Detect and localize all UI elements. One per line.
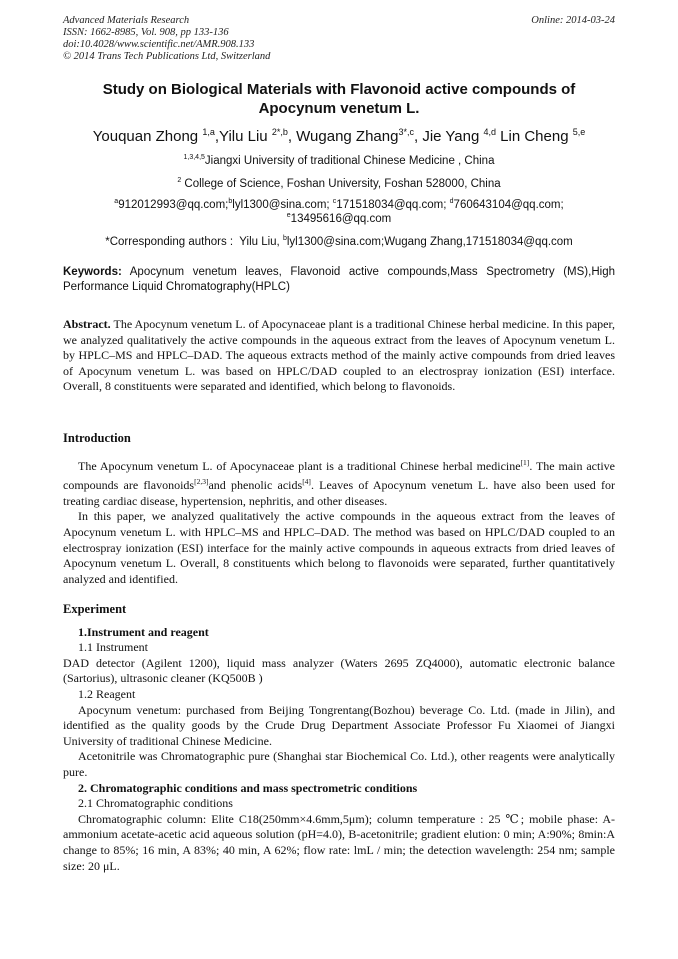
citation: [4] — [302, 477, 311, 487]
doi-line: doi:10.4028/www.scientific.net/AMR.908.133 — [63, 39, 255, 50]
citation: [2,3] — [194, 477, 209, 487]
paragraph — [63, 455, 615, 510]
email-mark: b — [282, 235, 287, 242]
keywords-label: Keywords: — [63, 266, 122, 278]
section-heading: Introduction — [63, 431, 131, 445]
affiliation-1 — [63, 151, 615, 168]
author-affil-mark: 4,d — [483, 127, 496, 137]
online-date: Online: 2014-03-24 — [531, 15, 615, 26]
paragraph: Acetonitrile was Chromatographic pure (Shanghai star Biochemical Co. Ltd.), other reagents were analytically pure. — [63, 749, 615, 779]
author-affil-mark: 1,a — [202, 127, 215, 137]
email-mark: d — [449, 198, 454, 205]
keywords — [63, 265, 615, 295]
abstract — [63, 317, 615, 395]
text: The Apocynum venetum L. of Apocynaceae plant is a traditional Chinese herbal medicine — [78, 458, 521, 473]
author-affil-mark: 2*,b — [271, 127, 288, 137]
paper-title — [63, 80, 615, 118]
affiliation-2 — [63, 174, 615, 191]
author-affil-mark: 3*,c — [398, 127, 414, 137]
affil-mark: 1,3,4,5 — [183, 154, 205, 161]
paragraph: Apocynum venetum: purchased from Beijing Tongrentang(Bozhou) beverage Co. Ltd. (made in Jilin), and identified as the quality goods by the Crude Drug Department Associate Professor Fu Xiaomei of Jiangxi University of traditional Chinese Medicine. — [63, 702, 615, 748]
title-line-2: Apocynum venetum L. — [258, 100, 420, 117]
email: 912012993@qq.com; — [118, 198, 229, 211]
text: . The main active compounds are flavonoids — [63, 458, 615, 493]
corresponding-authors — [63, 232, 615, 249]
author-list — [40, 122, 638, 147]
journal-name: Advanced Materials Research — [63, 15, 190, 26]
subsubsection-heading: 1.2 Reagent — [78, 686, 136, 701]
corr-text: *Corresponding authors : Yilu Liu, — [105, 235, 283, 248]
paragraph: Chromatographic column: Elite C18(250mm×4.6mm,5μm); column temperature : 25 ℃; mobile phase: A-ammonium acetate-acetic acid aqueous solution (pH=4.0), B-acetonitrile; gradient elution: 0 min; A:90%; 8min:A change to 85%; 16 min, A 83%; 40 min, A 62%; flow rate: lmL / min; the detection wavelength: 254 nm; sample size: 20 μL. — [63, 811, 615, 873]
abstract-label: Abstract. — [63, 317, 111, 331]
introduction-section — [63, 431, 615, 587]
author-name: , Wugang Zhang — [287, 128, 399, 145]
subsubsection-heading: 1.1 Instrument — [78, 640, 148, 655]
affil-mark: 2 — [177, 177, 182, 184]
email-line-2 — [63, 209, 615, 226]
email: 760643104@qq.com; — [453, 198, 564, 211]
paragraph: In this paper, we analyzed qualitatively the active compounds in the aqueous extract from the leaves of Apocynum venetum L. with HPLC–MS and HPLC–DAD. The method was based on HPLC/DAD coupled to an electrospray ionization (ESI) interface for the mainly active compounds in aqueous extracts from dried leaves of Apocynum venetum L. Overall, 8 constituents which belong to flavonoids were separated, further quantitatively analyzed and identified. — [63, 509, 615, 586]
author-name: Youquan Zhong — [92, 128, 203, 145]
author-name: , Jie Yang — [413, 128, 484, 145]
email: 13495616@qq.com — [290, 212, 392, 225]
title-line-1: Study on Biological Materials with Flavonoid active compounds of — [102, 81, 576, 98]
keywords-text: Apocynum venetum leaves, Flavonoid active compounds,Mass Spectrometry (MS),High Performance Liquid Chromatography(HPLC) — [63, 266, 615, 293]
email-mark: e — [286, 212, 291, 219]
running-header — [63, 15, 615, 63]
section-heading: Experiment — [63, 602, 127, 616]
subsection-heading: 1.Instrument and reagent — [78, 624, 209, 639]
email-mark: c — [332, 198, 337, 205]
experiment-section — [63, 602, 615, 874]
citation: [1] — [520, 457, 530, 467]
text: and phenolic acids — [208, 478, 303, 493]
affil-text: College of Science, Foshan University, Foshan 528000, China — [181, 177, 501, 190]
subsection-heading: 2. Chromatographic conditions and mass spectrometric conditions — [78, 780, 418, 795]
email: 171518034@qq.com; — [336, 198, 450, 211]
author-name: Lin Cheng — [496, 128, 573, 145]
author-affil-mark: 5,e — [572, 127, 586, 137]
corr-text: lyl1300@sina.com;Wugang Zhang,171518034@qq.com — [286, 235, 573, 248]
email: lyl1300@sina.com; — [232, 198, 333, 211]
email-mark: b — [228, 198, 233, 205]
subsubsection-heading: 2.1 Chromatographic conditions — [78, 796, 233, 811]
paragraph: DAD detector (Agilent 1200), liquid mass analyzer (Waters 2695 ZQ4000), automatic electronic balance (Sartorius), ultrasonic cleaner (KQ500B ) — [63, 655, 615, 686]
abstract-text: The Apocynum venetum L. of Apocynaceae plant is a traditional Chinese herbal medicine. In this paper, we analyzed qualitatively the active compounds in the aqueous extract from the leaves of Apocynum venetum L. by HPLC–MS and HPLC–DAD. The aqueous extracts method of the mainly active compounds from dried leaves of Apocynum venetum L. was based on HPLC/DAD coupled to an electrospray ionization (ESI) interface. Overall, 8 constituents were separated and identified, which belong to flavonoids. — [63, 317, 615, 394]
copyright-line: © 2014 Trans Tech Publications Ltd, Switzerland — [63, 51, 271, 62]
author-name: ,Yilu Liu — [214, 128, 272, 145]
email-mark: a — [114, 198, 119, 205]
text: . Leaves of Apocynum venetum L. have also been used for treating cardiac disease, hypertension, nephritis, and other diseases. — [63, 478, 615, 508]
affil-text: Jiangxi University of traditional Chinese Medicine , China — [204, 154, 495, 167]
issn-line: ISSN: 1662-8985, Vol. 908, pp 133-136 — [63, 27, 229, 38]
